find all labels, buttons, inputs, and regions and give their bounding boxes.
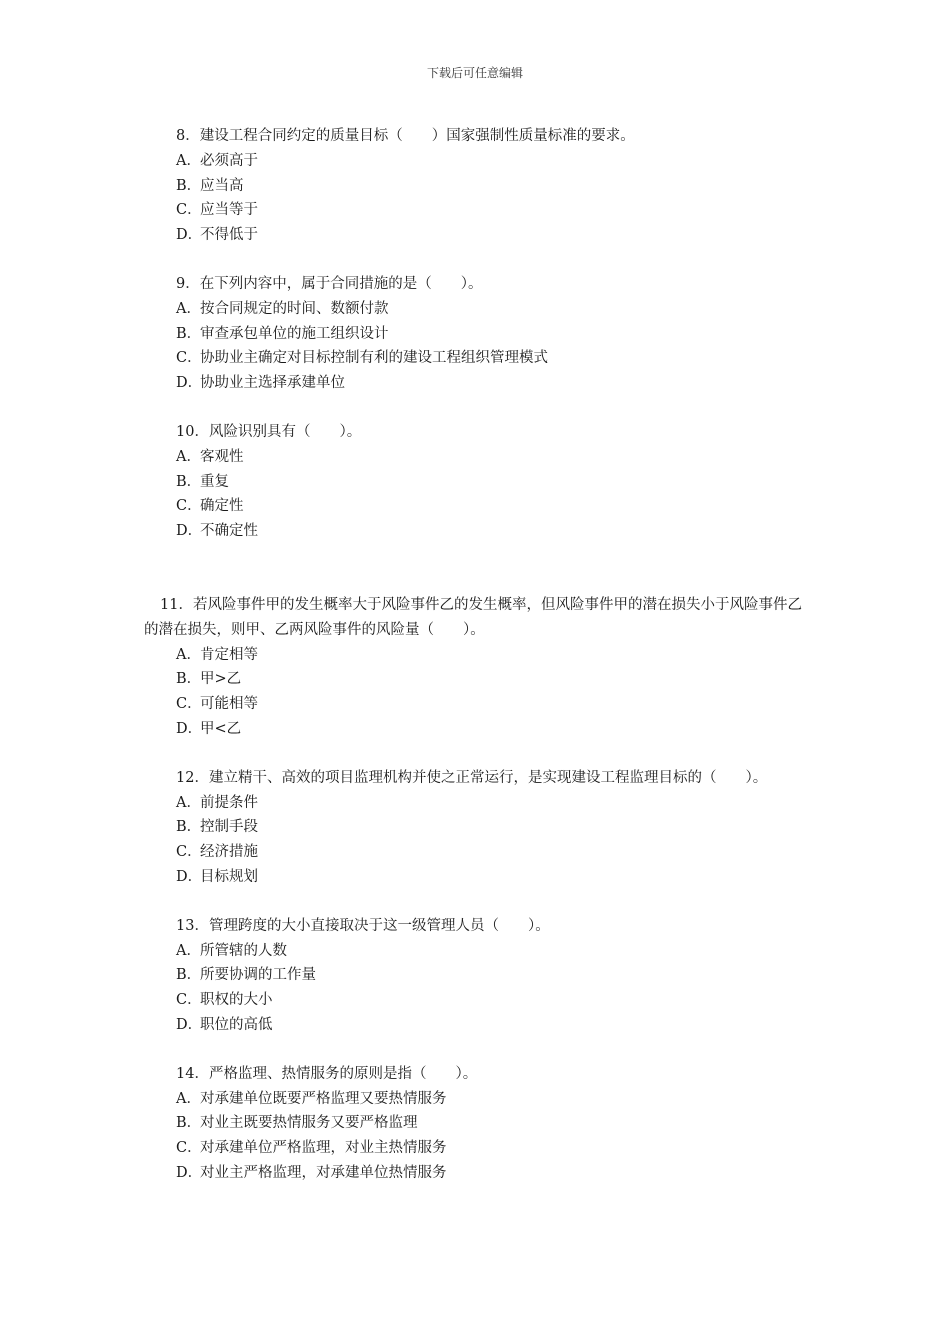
question-stem: 8．建设工程合同约定的质量目标（ ）国家强制性质量标准的要求。 — [176, 128, 635, 144]
option-text: 不确定性 — [200, 523, 258, 540]
option-text: 应当高 — [200, 177, 244, 194]
option-text: 客观性 — [200, 448, 244, 465]
option-c — [0, 988, 950, 1013]
spacer — [0, 396, 950, 420]
option-text: 按合同规定的时间、数额付款 — [200, 300, 389, 317]
option-b — [0, 1111, 950, 1136]
option-d — [0, 223, 950, 248]
option-d — [0, 1161, 950, 1186]
option-text: 对承建单位既要严格监理又要热情服务 — [200, 1090, 447, 1107]
option-letter: D． — [176, 868, 203, 885]
spacer — [0, 544, 950, 593]
option-letter: D． — [176, 1164, 203, 1181]
option-c — [0, 494, 950, 519]
option-d — [0, 865, 950, 890]
option-d — [0, 1013, 950, 1038]
option-text: 确定性 — [200, 498, 244, 515]
spacer — [0, 1038, 950, 1062]
option-text: 不得低于 — [200, 227, 258, 244]
option-c — [0, 840, 950, 865]
option-letter: D． — [176, 227, 203, 244]
option-b — [0, 470, 950, 495]
option-text: 协助业主确定对目标控制有利的建设工程组织管理模式 — [200, 350, 548, 367]
option-letter: B． — [176, 819, 202, 836]
question-10 — [0, 420, 950, 544]
option-text: 经济措施 — [200, 844, 258, 861]
option-c — [0, 1136, 950, 1161]
option-letter: C． — [176, 992, 202, 1009]
option-letter: C． — [176, 844, 202, 861]
option-text: 甲<乙 — [200, 720, 242, 737]
option-d — [0, 371, 950, 396]
option-b — [0, 815, 950, 840]
option-text: 重复 — [200, 473, 229, 490]
question-stem: 9．在下列内容中，属于合同措施的是（ ）。 — [176, 275, 483, 292]
option-text: 审查承包单位的施工组织设计 — [200, 325, 389, 342]
option-text: 职权的大小 — [200, 992, 273, 1009]
option-b — [0, 174, 950, 199]
option-letter: A． — [176, 448, 201, 465]
option-letter: B． — [176, 177, 202, 194]
option-text: 职位的高低 — [200, 1016, 273, 1033]
option-letter: C． — [176, 1140, 202, 1157]
option-letter: A． — [176, 794, 201, 811]
option-letter: A． — [176, 300, 201, 317]
option-b — [0, 322, 950, 347]
option-letter: C． — [176, 350, 202, 367]
option-text: 所管辖的人数 — [200, 942, 287, 959]
option-letter: B． — [176, 671, 202, 688]
question-stem: 13．管理跨度的大小直接取决于这一级管理人员（ ）。 — [176, 917, 550, 934]
option-a — [0, 791, 950, 816]
option-text: 必须高于 — [200, 152, 258, 169]
option-text: 对承建单位严格监理，对业主热情服务 — [200, 1140, 447, 1157]
question-stem: 12．建立精干、高效的项目监理机构并使之正常运行，是实现建设工程监理目标的（ ）。 — [176, 769, 768, 786]
question-13 — [0, 914, 950, 1038]
option-letter: A． — [176, 646, 201, 663]
page-header: 下载后可任意编辑 — [426, 66, 523, 80]
option-text: 控制手段 — [200, 819, 258, 836]
option-c — [0, 346, 950, 371]
option-text: 目标规划 — [200, 868, 258, 885]
question-stem: 14．严格监理、热情服务的原则是指（ ）。 — [176, 1065, 478, 1082]
option-d — [0, 519, 950, 544]
option-a — [0, 1087, 950, 1112]
option-letter: B． — [176, 473, 202, 490]
option-letter: D． — [176, 375, 203, 392]
question-12 — [0, 766, 950, 890]
option-a — [0, 149, 950, 174]
option-a — [0, 643, 950, 668]
option-letter: D． — [176, 720, 203, 737]
question-9 — [0, 272, 950, 396]
option-letter: C． — [176, 202, 202, 219]
question-14 — [0, 1062, 950, 1186]
question-stem: 10．风险识别具有（ ）。 — [176, 423, 362, 440]
option-text: 对业主既要热情服务又要严格监理 — [200, 1115, 418, 1132]
option-d — [0, 717, 950, 742]
option-text: 所要协调的工作量 — [200, 967, 316, 984]
question-stem: 11．若风险事件甲的发生概率大于风险事件乙的发生概率，但风险事件甲的潜在损失小于风险事件乙的潜在损失，则甲、乙两风险事件的风险量（ ）。 — [144, 596, 802, 638]
option-c — [0, 692, 950, 717]
option-text: 应当等于 — [200, 202, 258, 219]
option-a — [0, 297, 950, 322]
option-letter: B． — [176, 967, 202, 984]
spacer — [0, 890, 950, 914]
option-text: 肯定相等 — [200, 646, 258, 663]
option-letter: D． — [176, 523, 203, 540]
option-c — [0, 198, 950, 223]
option-b — [0, 667, 950, 692]
option-letter: C． — [176, 696, 202, 713]
option-letter: D． — [176, 1016, 203, 1033]
option-letter: A． — [176, 152, 201, 169]
option-letter: A． — [176, 942, 201, 959]
option-text: 可能相等 — [200, 696, 258, 713]
option-a — [0, 445, 950, 470]
option-text: 协助业主选择承建单位 — [200, 375, 345, 392]
option-letter: C． — [176, 498, 202, 515]
option-letter: B． — [176, 1115, 202, 1132]
question-8 — [0, 124, 950, 248]
option-text: 对业主严格监理，对承建单位热情服务 — [200, 1164, 447, 1181]
option-letter: A． — [176, 1090, 201, 1107]
option-b — [0, 963, 950, 988]
question-11 — [0, 593, 950, 742]
option-letter: B． — [176, 325, 202, 342]
spacer — [0, 742, 950, 766]
option-text: 甲>乙 — [200, 671, 242, 688]
question-list — [0, 124, 950, 1186]
spacer — [0, 248, 950, 272]
option-text: 前提条件 — [200, 794, 258, 811]
option-a — [0, 939, 950, 964]
